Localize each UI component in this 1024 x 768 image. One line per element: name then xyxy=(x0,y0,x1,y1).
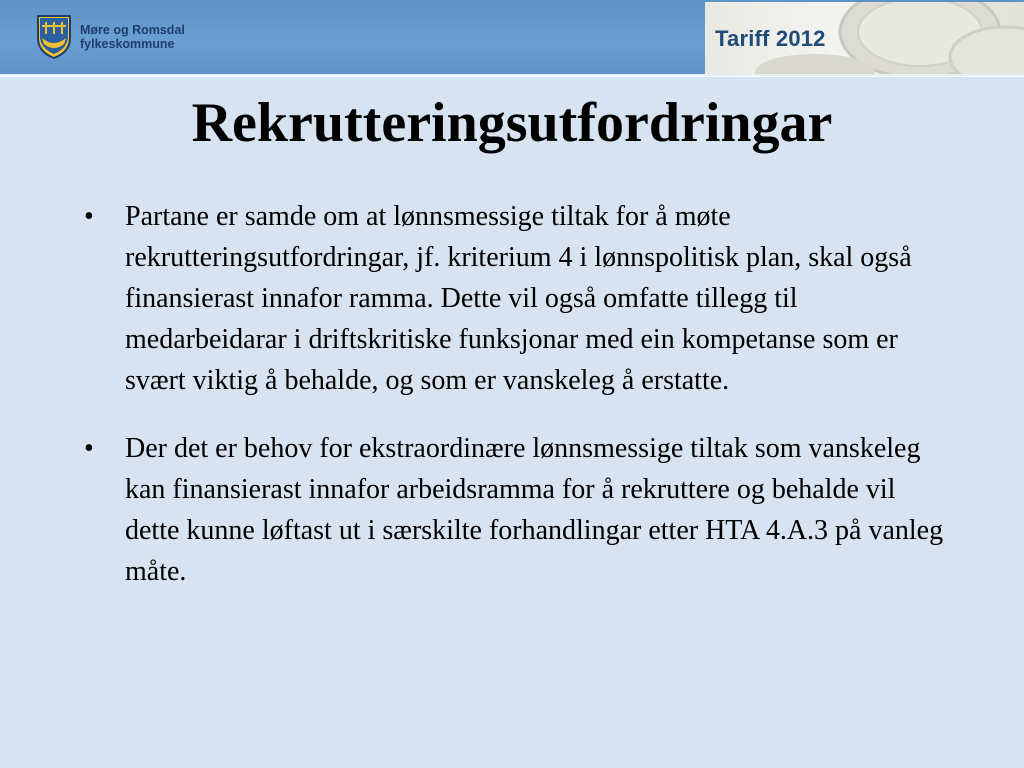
tariff-badge: Tariff 2012 xyxy=(715,26,826,51)
county-logo xyxy=(36,14,185,60)
bullet-text: Partane er samde om at lønnsmessige tiltak for å møte rekrutteringsutfordringar, jf. kriterium 4 i lønnspolitisk plan, skal også finansierast innafor ramma. Dette vil også omfatte tillegg til medarbeidarar i driftskritiske funksjonar med ein kompetanse som er svært viktig å behalde, og som er vanskeleg å erstatte. xyxy=(125,201,912,396)
slide-title: Rekrutteringsutfordringar xyxy=(191,92,833,154)
bullet-marker: • xyxy=(84,201,94,232)
coat-of-arms-icon xyxy=(36,14,72,60)
header-divider xyxy=(0,74,1024,77)
tariff-badge-panel xyxy=(705,2,1024,74)
bullet-list xyxy=(84,196,954,619)
logo-text xyxy=(80,23,185,51)
bullet-text: Der det er behov for ekstraordinære lønnsmessige tiltak som vanskeleg kan finansierast innafor arbeidsramma for å rekruttere og behalde vil dette kunne løftast ut i særskilte forhandlingar etter HTA 4.A.3 på vanleg måte. xyxy=(125,433,944,587)
bullet-marker: • xyxy=(84,433,94,464)
bullet-item xyxy=(84,428,954,592)
logo-line-2: fylkeskommune xyxy=(80,37,175,51)
logo-line-1: Møre og Romsdal xyxy=(80,23,185,37)
bullet-item xyxy=(84,196,954,401)
